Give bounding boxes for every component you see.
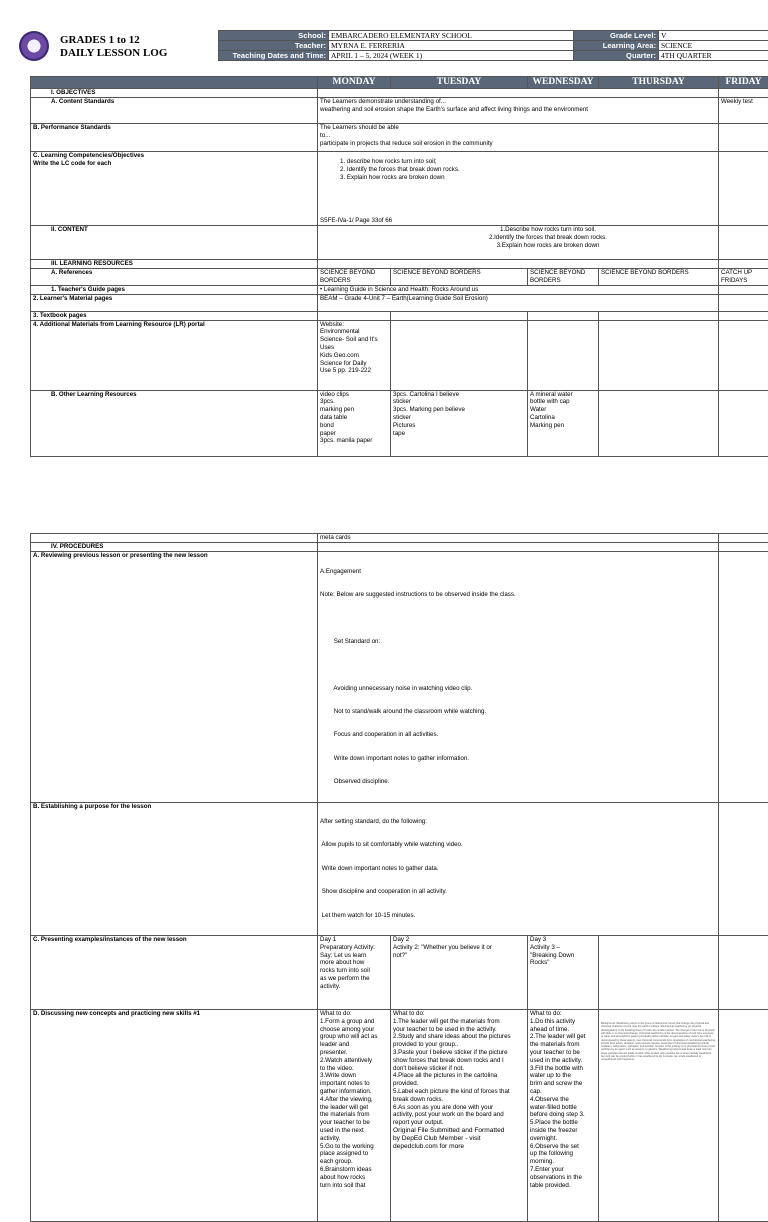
lm-value: BEAM – Grade 4-Unit 7 – Earth(Learning Guide Soil Erosion): [318, 294, 719, 311]
purpose-label: B. Establishing a purpose for the lesson: [31, 802, 318, 936]
additional-materials-label: 4. Additional Materials from Learning Resource (LR) portal: [31, 320, 318, 390]
content-standards-line2: weathering and soil erosion shape the Earth's surface and affect living things and the environment: [320, 106, 716, 114]
grade-value: V: [659, 31, 768, 41]
performance-standards-label: B. Performance Standards: [31, 124, 318, 152]
ref-friday: CATCH UP FRIDAYS: [719, 268, 768, 285]
background-reading-text: Background: Weathering refers to the group of destructive forces that change the physical and chemical character of rock near the earth's surface. Mechanical weathering (or physical disintegration) is the breaking down of rocks into smaller pieces. The change in the rock is physical with little or no chemical change. Chemical weathering is the decomposition of rock from exposure to water and atmospheric gases (principally carbon dioxide, oxygen and water vapor). As rock is decomposed by these agents, new chemical compounds form. Examples of mechanical weathering include frost action, abrasion, and pressure release. Examples of chemical weathering include oxidation, carbonation, hydration, and solution. Erosion is the picking up or physical removal of rock particles by an agent such as streams or glaciers. Weathering helps break down a solid rock into loose particles that are easily eroded. Most eroded rock particles are at least partially weathered, but rock can be eroded before it has weathered at all. A stream can erode weathered or unweathered rock fragments.: [601, 1022, 716, 1062]
competency-1: 1. describe how rocks turn into soil;: [320, 158, 716, 166]
corner-cell: [31, 77, 318, 89]
tg-label: 1. Teacher's Guide pages: [31, 285, 318, 294]
performance-line3: participate in projects that reduce soil erosion in the community: [320, 140, 716, 148]
day-friday: FRIDAY: [719, 77, 768, 89]
discuss-monday: What to do: 1.Form a group and choose among your group who will act as leader and presenter. 2.Watch attentively to the video. 3.Write down important notes to gather information. 4.After the viewing, the leader will get the materials from your teacher to be used in the next activity. 5.Go to the working place assigned to each group. 6.Brainstorm ideas about how rocks turn into soil that: [318, 1010, 391, 1222]
quarter-label: Quarter:: [574, 51, 659, 61]
day-monday: MONDAY: [318, 77, 391, 89]
lc-code: S5FE-IVa-1/ Page 33of 66: [320, 217, 392, 225]
other-resources-wednesday: A mineral water bottle with cap Water Cartolina Marking pen: [528, 390, 599, 456]
purpose-content: After setting standard, do the following: Allow pupils to sit comfortably while watching video. Write down important notes to gather data. Show discipline and cooperation in all activity. Let them watch for 10-15 minutes.: [318, 802, 719, 936]
dates-value: APRIL 1 – 5, 2024 (WEEK 1): [329, 51, 574, 61]
friday-weekly-test: Weekly test: [719, 98, 768, 124]
procedures-heading: IV. PROCEDURES: [31, 543, 318, 552]
discuss-thursday: [599, 1010, 719, 1222]
ref-wednesday: SCIENCE BEYOND BORDERS: [528, 268, 599, 285]
day-wednesday: WEDNESDAY: [528, 77, 599, 89]
review-content: A.Engagement Note: Below are suggested instructions to be observed inside the class. Set Standard on: Avoiding unnecessary noise in watching video clip. Not to stand/walk around the classroom while watching. Focus and cooperation in all activities. Write down important notes to gather information. Observed discipline.: [318, 552, 719, 803]
grade-label: Grade Level:: [574, 31, 659, 41]
ref-tuesday: SCIENCE BEYOND BORDERS: [391, 268, 528, 285]
ref-monday: SCIENCE BEYOND BORDERS: [318, 268, 391, 285]
discuss-wednesday: What to do: 1.Do this activity ahead of time. 2.The leader will get the materials from your teacher to be used in the activity. 3.Fill the bottle with water up to the brim and screw the cap. 4.Observe the water-filled bottle before doing step 3. 5.Place the bottle inside the freezer overnight. 6.Observe the set up the following morning. 7.Enter your observations in the table provided.: [528, 1010, 599, 1222]
tg-value: • Learning Guide in Science and Health: Rocks Around us: [318, 285, 719, 294]
header-info-table: [218, 30, 768, 61]
meta-cards: meta cards: [318, 534, 719, 543]
competency-2: 2. Identify the forces that break down rocks.: [320, 166, 716, 174]
deped-seal-logo: [19, 31, 49, 61]
discuss-label: D. Discussing new concepts and practicing new skills #1: [31, 1010, 318, 1222]
school-value: EMBARCADERO ELEMENTARY SCHOOL: [329, 31, 574, 41]
review-label: A. Reviewing previous lesson or presenting the new lesson: [31, 552, 318, 803]
performance-line2: to...: [320, 132, 716, 140]
competency-3: 3. Explain how rocks are broken down: [320, 174, 716, 182]
content-line3: 3.Explain how rocks are broken down: [320, 242, 716, 250]
teacher-value: MYRNA E. FERRERIA: [329, 41, 574, 51]
depedclub-note: Original File Submitted and Formatted by DepEd Club Member - visit depedclub.com for more: [393, 1127, 525, 1151]
examples-label: C. Presenting examples/instances of the new lesson: [31, 936, 318, 1010]
form-subtitle: DAILY LESSON LOG: [60, 47, 167, 59]
procedures-table: [30, 533, 768, 1222]
other-resources-label: B. Other Learning Resources: [31, 390, 318, 456]
content-heading: II. CONTENT: [31, 226, 318, 260]
form-title: GRADES 1 to 12: [60, 34, 140, 46]
examples-monday: Day 1 Preparatory Activity: Say: Let us learn more about how rocks turn into soil as we perform the activity.: [318, 936, 391, 1010]
discuss-tuesday: What to do: 1.The leader will get the materials from your teacher to be used in the activity. 2.Study and share ideas about the pictures provided to your group.. 3.Paste your I believe sticker if the picture show forces that break down rocks and I don't believe sticker if not. 4.Place all the pictures in the cartolina provided. 5.Label each picture the kind of forces that break down rocks. 6.As soon as you are done with your activity, post your work on the board and report your output. Original File Submitted and Formatted by DepEd Club Member - visit depedclub.com for more: [391, 1010, 528, 1222]
school-label: School:: [219, 31, 329, 41]
lesson-log-table: [30, 76, 768, 457]
content-standards-label: A. Content Standards: [31, 98, 318, 124]
area-label: Learning Area:: [574, 41, 659, 51]
quarter-value: 4TH QUARTER: [659, 51, 768, 61]
lc-code-label: Write the LC code for each: [33, 160, 315, 168]
content-standards-line1: The Learners demonstrate understanding of...: [320, 98, 716, 106]
lm-label: 2. Learner's Material pages: [31, 294, 318, 311]
additional-materials-monday: Website: Environmental Science- Soil and It's Uses Kids Geo.com Science for Daily Use 5 pp. 219-222: [318, 320, 391, 390]
objectives-heading: I. OBJECTIVES: [31, 89, 318, 98]
competencies-label: C. Learning Competencies/Objectives: [33, 152, 315, 160]
day-tuesday: TUESDAY: [391, 77, 528, 89]
references-label: A. References: [31, 268, 318, 285]
dates-label: Teaching Dates and Time:: [219, 51, 329, 61]
ref-thursday: SCIENCE BEYOND BORDERS: [599, 268, 719, 285]
day-thursday: THURSDAY: [599, 77, 719, 89]
other-resources-tuesday: 3pcs. Cartolina I believe sticker 3pcs. Marking pen believe sticker Pictures tape: [391, 390, 528, 456]
other-resources-monday: video clips 3pcs. marking pen data table bond paper 3pcs. manila paper: [318, 390, 391, 456]
resources-heading: III. LEARNING RESOURCES: [31, 260, 318, 269]
content-line2: 2.Identify the forces that break down rocks.: [320, 234, 716, 242]
examples-wednesday: Day 3 Activity 3 – "Breaking Down Rocks": [528, 936, 599, 1010]
area-value: SCIENCE: [659, 41, 768, 51]
content-line1: 1.Describe how rocks turn into soil.: [320, 226, 716, 234]
textbook-label: 3. Textbook pages: [31, 311, 318, 320]
performance-line1: The Learners should be able: [320, 124, 716, 132]
examples-tuesday: Day 2 Activity 2: "Whether you believe it or not?": [391, 936, 528, 1010]
teacher-label: Teacher:: [219, 41, 329, 51]
